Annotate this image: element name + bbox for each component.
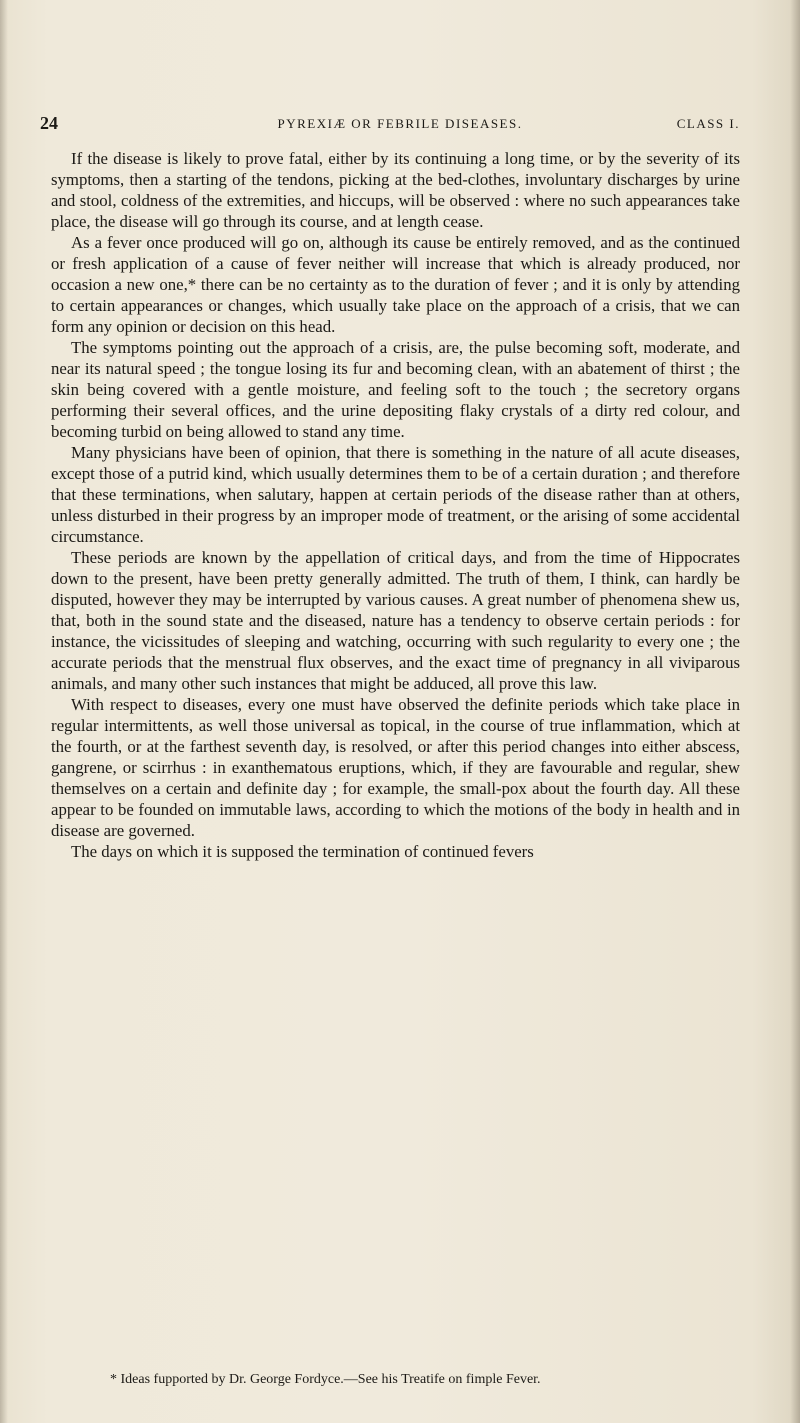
body-text: [51, 148, 740, 862]
footnote: * Ideas fupported by Dr. George Fordyce.—See his Treatife on fimple Fever.: [110, 1372, 541, 1387]
paragraph: As a fever once produced will go on, although its cause be entirely removed, and as the continued or fresh application of a cause of fever neither will increase that which is already produced, nor occasion a new one,* there can be no certainty as to the duration of fever ; and it is only by attending to certain appearances or changes, which usually take place on the approach of a crisis, that we can form any opinion or decision on this head.: [51, 233, 740, 336]
running-head-title: PYREXIÆ OR FEBRILE DISEASES.: [277, 116, 523, 131]
paragraph: With respect to diseases, every one must have observed the definite periods which take place in regular intermittents, as well those universal as topical, in the course of true inflammation, which at the fourth, or at the farthest seventh day, is resolved, or after this period changes into either abscess, gangrene, or scirrhus : in exanthematous eruptions, which, if they are favourable and regular, shew themselves on a certain and definite day ; for example, the small-pox about the fourth day. All these appear to be founded on immutable laws, according to which the motions of the body in health and in disease are governed.: [51, 695, 740, 840]
paragraph: These periods are known by the appellation of critical days, and from the time of Hippocrates down to the present, have been pretty generally admitted. The truth of them, I think, can hardly be disputed, however they may be interrupted by various causes. A great number of phenomena shew us, that, both in the sound state and the diseased, nature has a tendency to observe certain periods : for instance, the vicissitudes of sleeping and watching, occurring with such regularity to every one ; the accurate periods that the menstrual flux observes, and the exact time of pregnancy in all viviparous animals, and many other such instances that might be adduced, all prove this law.: [51, 548, 740, 693]
class-label: CLASS I.: [676, 116, 740, 131]
paragraph: The days on which it is supposed the termination of continued fevers: [71, 842, 534, 861]
paragraph: If the disease is likely to prove fatal, either by its continuing a long time, or by the severity of its symptoms, then a starting of the tendons, picking at the bed-clothes, involuntary discharges by urine and stool, coldness of the extremities, and hiccups, will be observed : where no such appearances take place, the disease will go through its course, and at length cease.: [51, 149, 740, 231]
paragraph: The symptoms pointing out the approach of a crisis, are, the pulse becoming soft, moderate, and near its natural speed ; the tongue losing its fur and becoming clean, with an abatement of thirst ; the skin being covered with a gentle moisture, and feeling soft to the touch ; the secretory organs performing their several offices, and the urine depositing flaky crystals of a dirty red colour, and becoming turbid on being allowed to stand any time.: [51, 338, 740, 441]
page-right-shadow: [790, 0, 800, 1423]
paragraph: Many physicians have been of opinion, that there is something in the nature of all acute diseases, except those of a putrid kind, which usually determines them to be of a certain duration ; and therefore that these terminations, when salutary, happen at certain periods of the disease rather than at others, unless disturbed in their progress by an improper mode of treatment, or the arising of some accidental circumstance.: [51, 443, 740, 546]
running-head: [30, 113, 770, 138]
page-left-shadow: [0, 0, 8, 1423]
page-number: 24: [40, 113, 58, 133]
